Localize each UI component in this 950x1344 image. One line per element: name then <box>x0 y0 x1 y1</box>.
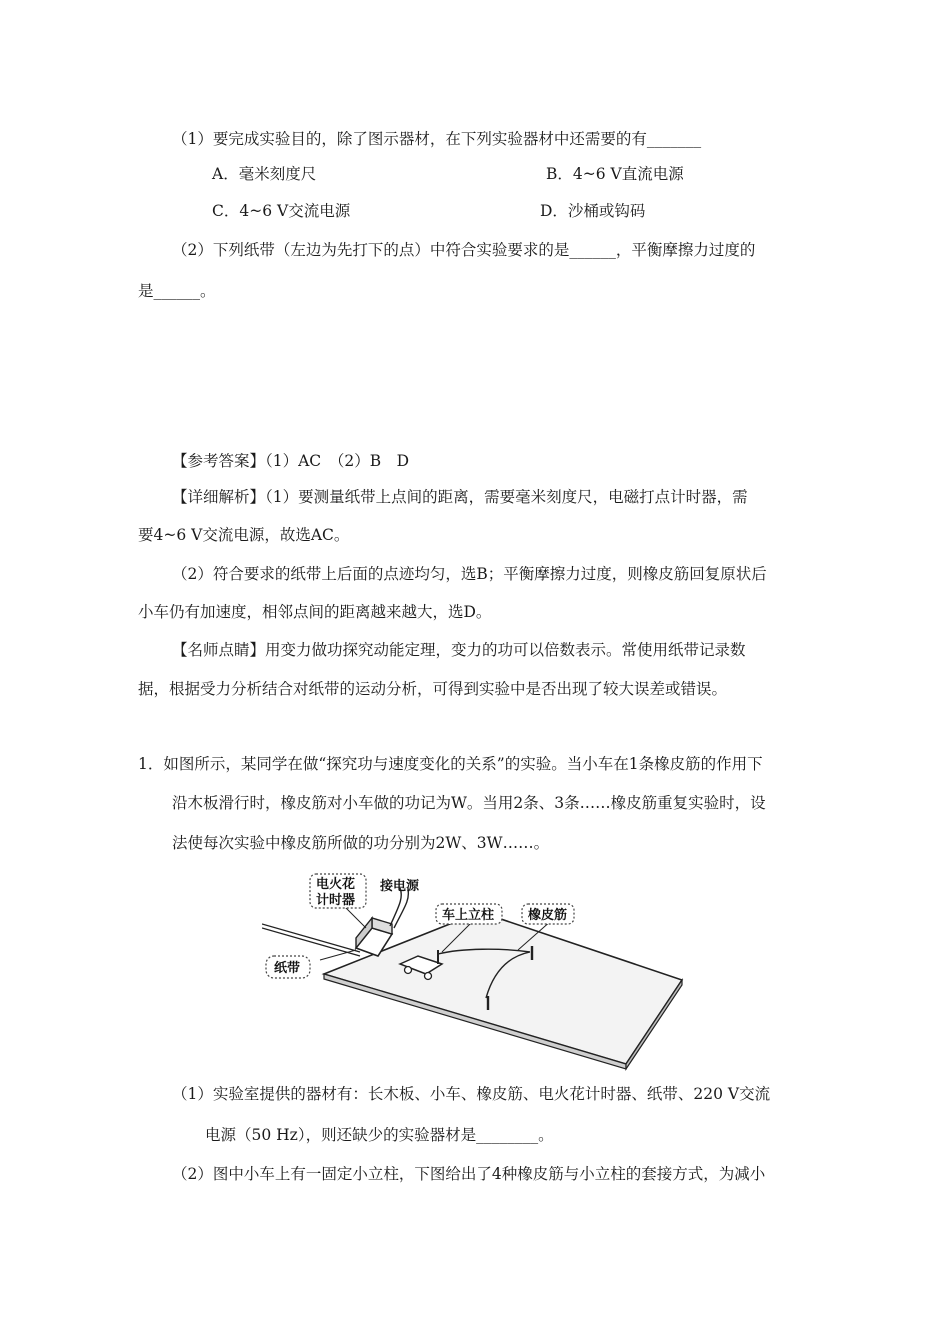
option-d: D．沙桶或钩码 <box>540 202 646 220</box>
question-2-line-3: 法使每次实验中橡皮筋所做的功分别为2W、3W……。 <box>172 834 550 852</box>
question-2-part-2: （2）图中小车上有一固定小立柱，下图给出了4种橡皮筋与小立柱的套接方式，为减小 <box>172 1165 766 1183</box>
analysis-part-1-line-2: 要4~6 V交流电源，故选AC。 <box>138 526 350 544</box>
label-paper-tape: 纸带 <box>274 961 301 976</box>
label-timer-line-2: 计时器 <box>316 893 356 908</box>
question-1-part-1: （1）要完成实验目的，除了图示器材，在下列实验器材中还需要的有_______ <box>172 130 702 148</box>
question-2-line-1: 1．如图所示，某同学在做“探究功与速度变化的关系”的实验。当小车在1条橡皮筋的作用下 <box>138 755 763 773</box>
question-2-part-1-line-2: 电源（50 Hz），则还缺少的实验器材是________。 <box>205 1126 554 1144</box>
power-wire <box>390 888 408 928</box>
option-a: A．毫米刻度尺 <box>212 165 317 183</box>
experiment-apparatus-figure <box>262 868 692 1074</box>
reference-answer: 【参考答案】（1）AC （2）B D <box>172 452 410 470</box>
option-b: B．4~6 V直流电源 <box>546 165 684 183</box>
question-1-part-2-line-1: （2）下列纸带（左边为先打下的点）中符合实验要求的是______，平衡摩擦力过度的 <box>172 241 756 259</box>
teacher-tip-line-1: 【名师点睛】用变力做功探究动能定理，变力的功可以倍数表示。常使用纸带记录数 <box>172 641 746 659</box>
question-2-line-2: 沿木板滑行时，橡皮筋对小车做的功记为W。当用2条、3条……橡皮筋重复实验时，设 <box>172 794 766 812</box>
label-rubber-band: 橡皮筋 <box>528 908 568 923</box>
teacher-tip-line-2: 据，根据受力分析结合对纸带的运动分析，可得到实验中是否出现了较大误差或错误。 <box>138 680 728 698</box>
label-timer-line-1: 电火花 <box>316 877 356 892</box>
analysis-part-2-line-1: （2）符合要求的纸带上后面的点迹均匀，选B；平衡摩擦力过度，则橡皮筋回复原状后 <box>172 565 767 583</box>
option-c: C．4~6 V交流电源 <box>212 202 351 220</box>
analysis-part-1-line-1: 【详细解析】（1）要测量纸带上点间的距离，需要毫米刻度尺，电磁打点计时器，需 <box>172 488 748 506</box>
label-cart-post: 车上立柱 <box>442 908 495 923</box>
question-2-part-1-line-1: （1）实验室提供的器材有：长木板、小车、橡皮筋、电火花计时器、纸带、220 V交流 <box>172 1085 771 1103</box>
label-power: 接电源 <box>380 879 420 894</box>
analysis-part-2-line-2: 小车仍有加速度，相邻点间的距离越来越大，选D。 <box>138 603 492 621</box>
paper-tape <box>262 924 360 956</box>
question-1-part-2-line-2: 是______。 <box>138 282 216 300</box>
